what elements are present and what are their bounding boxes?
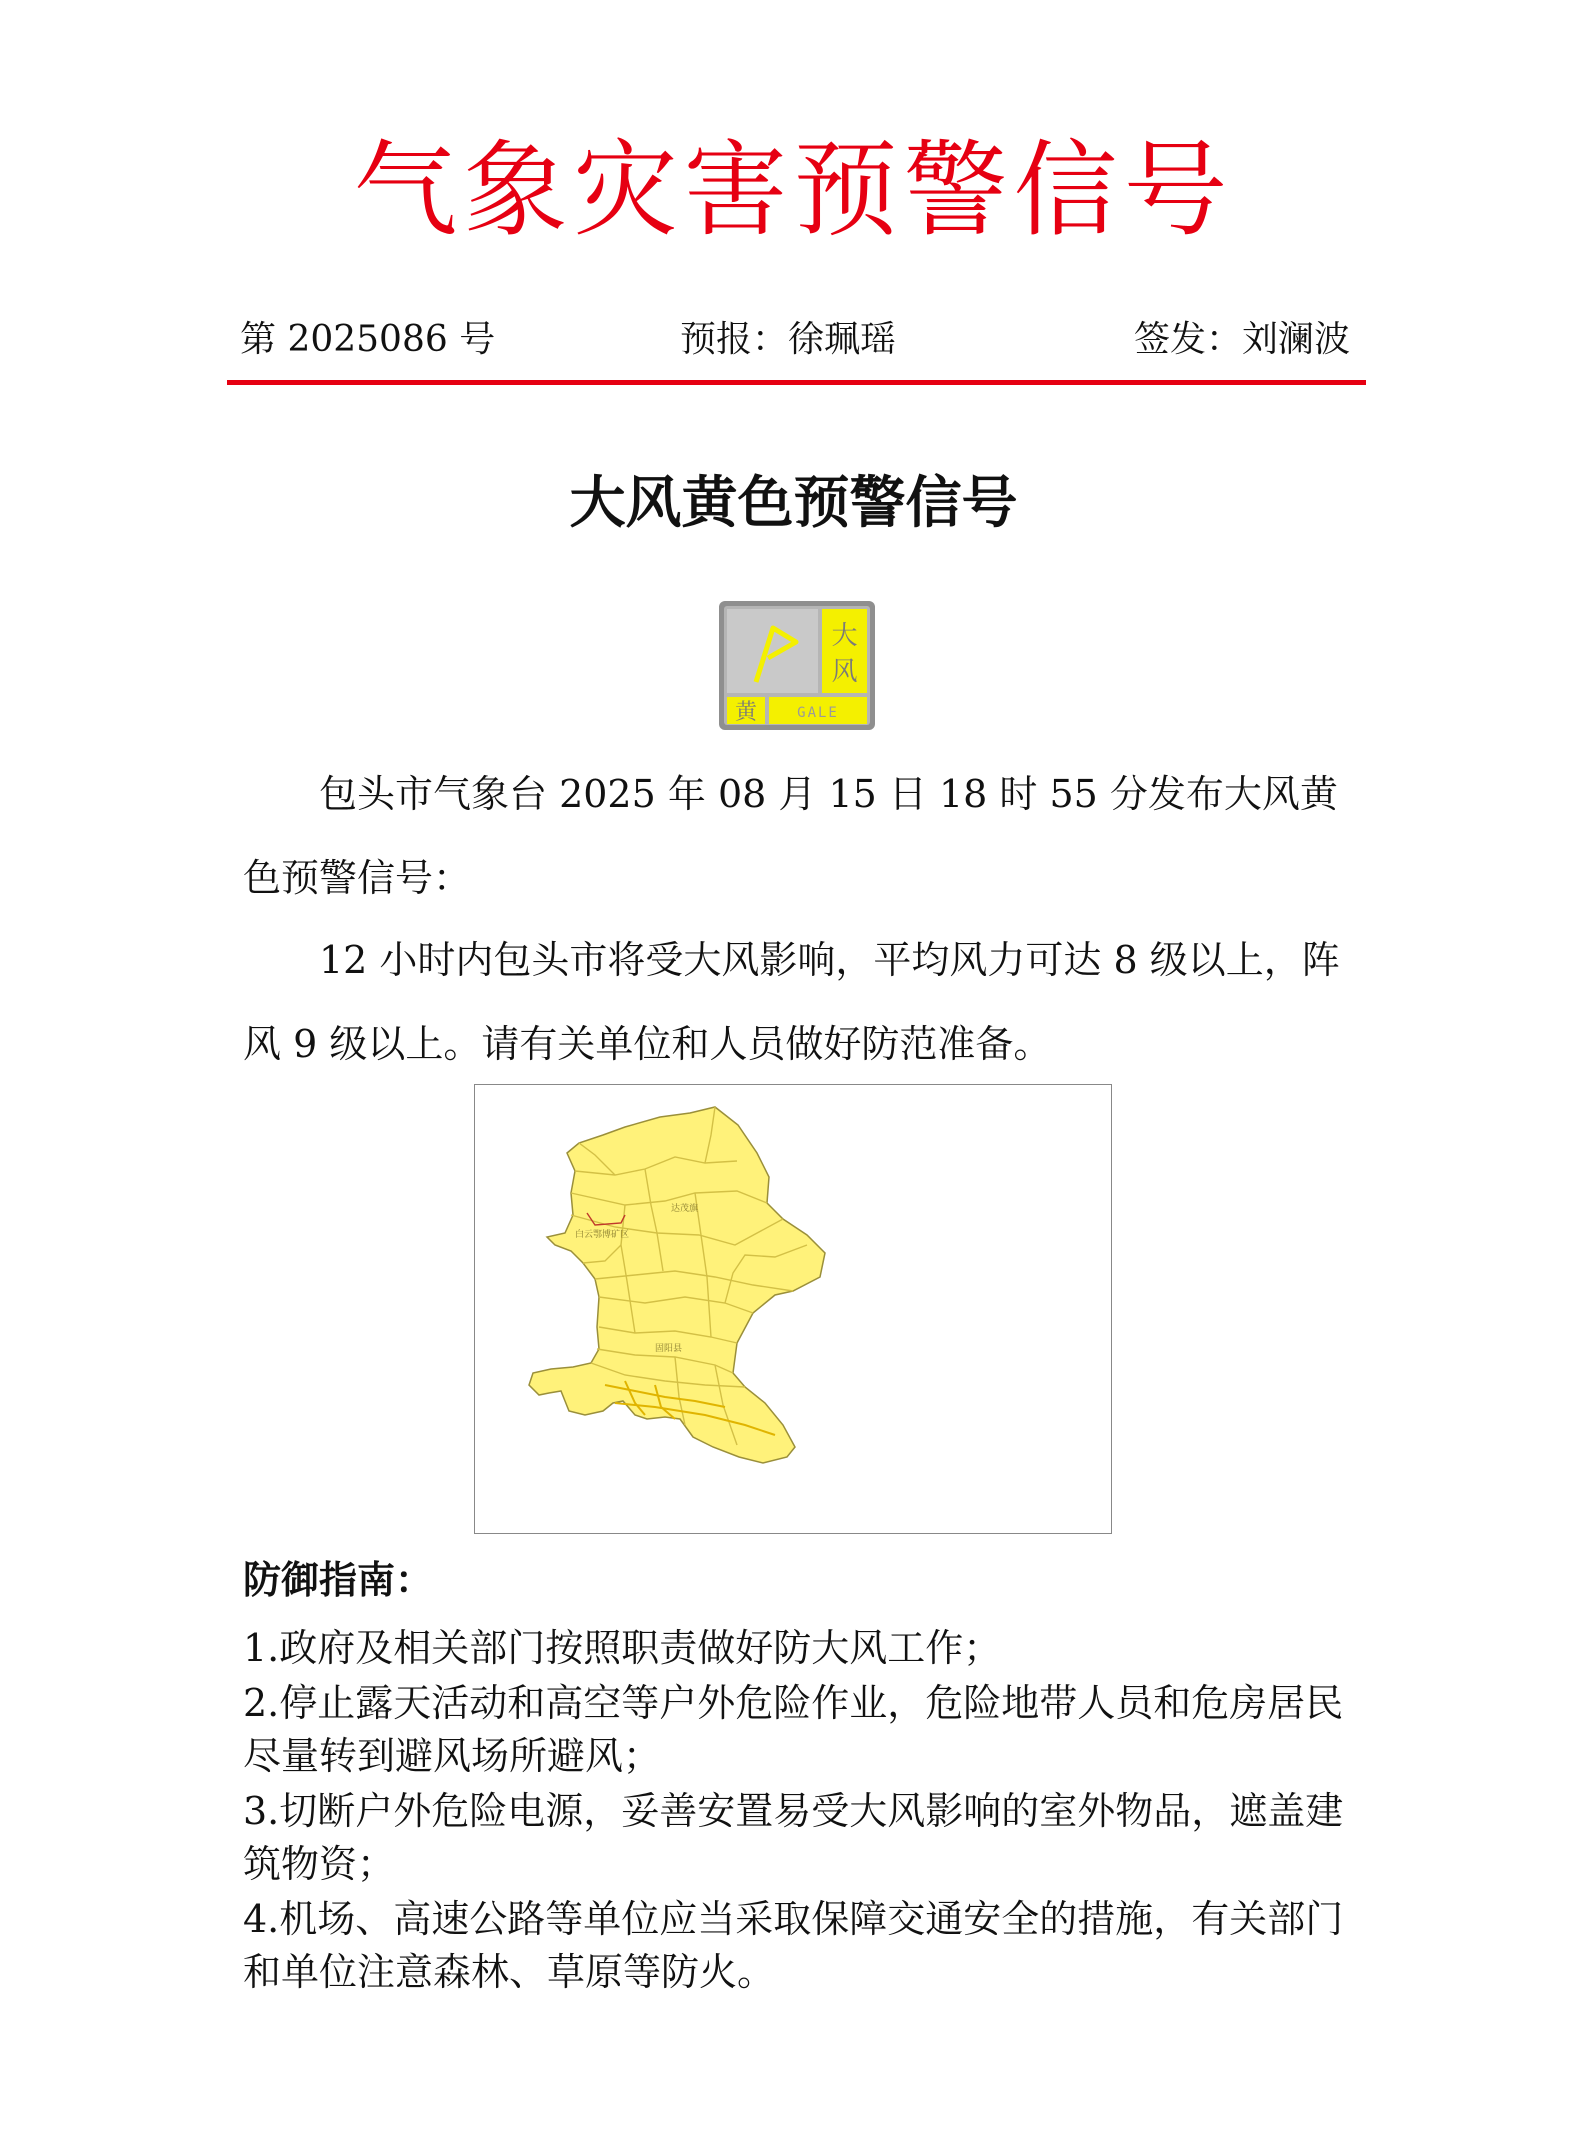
badge-english-label: GALE xyxy=(797,705,839,721)
issue-paragraph: 包头市气象台 2025 年 08 月 15 日 18 时 55 分发布大风黄色预警信号： xyxy=(243,772,1338,900)
guide-item: 1.政府及相关部门按照职责做好防大风工作； xyxy=(243,1626,1002,1670)
map-label-west: 白云鄂博矿区 xyxy=(575,1230,630,1240)
issuer: 签发：刘澜波 xyxy=(1133,319,1350,360)
guide-item: 4.机场、高速公路等单位应当采取保障交通安全的措施，有关部门和单位注意森林、草原等防火。 xyxy=(243,1897,1344,1994)
forecaster: 预报：徐珮瑶 xyxy=(680,319,897,360)
badge-char-top: 大 xyxy=(831,621,858,651)
badge-level-char: 黄 xyxy=(734,700,758,725)
map-svg xyxy=(475,1085,1111,1533)
warning-heading: 大风黄色预警信号 xyxy=(569,471,1018,536)
guide-title: 防御指南： xyxy=(243,1558,434,1602)
badge-char-bottom: 风 xyxy=(831,657,858,687)
gale-warning-icon xyxy=(718,600,876,731)
masthead-title: 气象灾害预警信号 xyxy=(353,129,1234,251)
guide-list xyxy=(243,1622,1353,2001)
guide-item: 3.切断户外危险电源，妥善安置易受大风影响的室外物品，遮盖建筑物资； xyxy=(243,1789,1344,1886)
red-divider xyxy=(227,380,1366,385)
guide-item: 2.停止露天活动和高空等户外危险作业，危险地带人员和危房居民尽量转到避风场所避风； xyxy=(243,1681,1344,1778)
document-number: 第 2025086 号 xyxy=(240,319,496,360)
map-label-north: 达茂旗 xyxy=(671,1204,699,1214)
map-label-center: 固阳县 xyxy=(655,1344,683,1354)
warning-map xyxy=(474,1084,1112,1534)
badge-gray-panel xyxy=(727,609,818,693)
detail-paragraph: 12 小时内包头市将受大风影响，平均风力可达 8 级以上，阵风 9 级以上。请有关单位和人员做好防范准备。 xyxy=(243,938,1340,1066)
